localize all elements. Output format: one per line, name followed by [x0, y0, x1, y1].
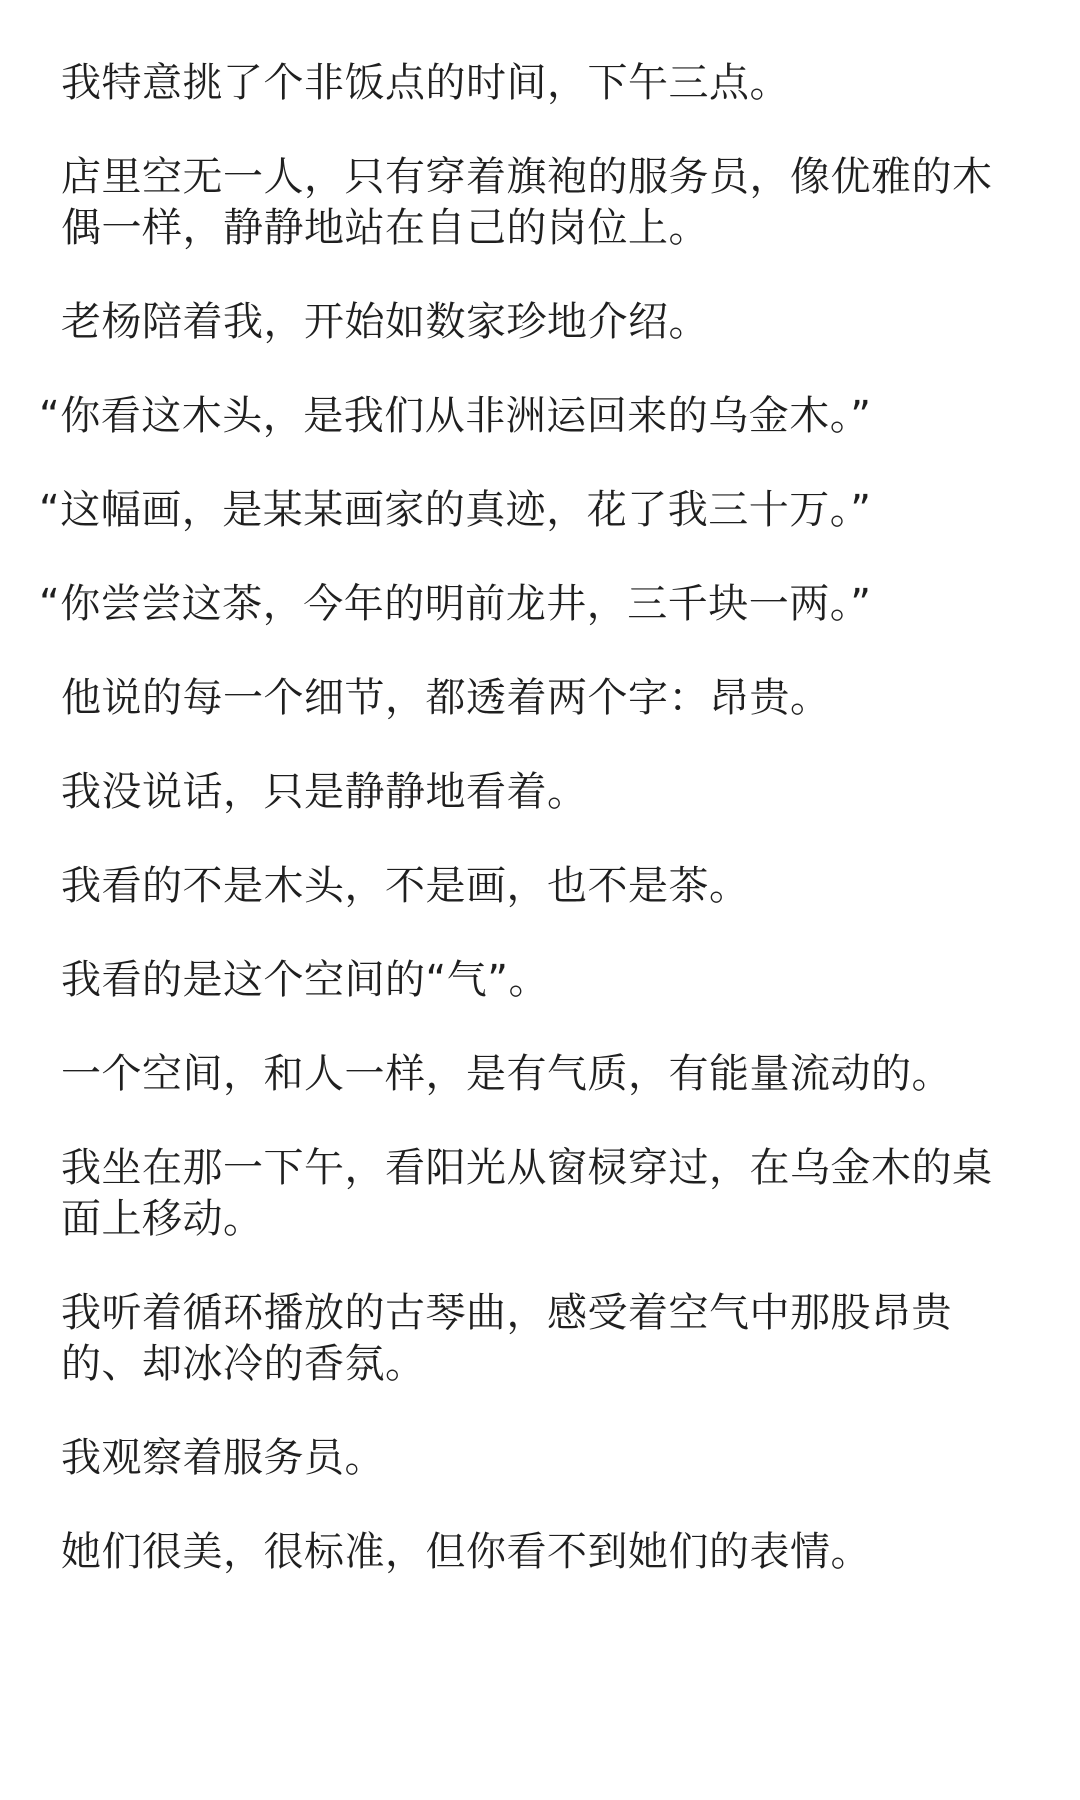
paragraph: 老杨陪着我，开始如数家珍地介绍。 [61, 299, 709, 345]
paragraph: 我观察着服务员。 [61, 1435, 385, 1481]
paragraph: 我看的是这个空间的“气”。 [61, 957, 549, 1003]
quote-paragraph: “这幅画，是某某画家的真迹，花了我三十万。” [39, 487, 872, 533]
paragraph: 他说的每一个细节，都透着两个字：昂贵。 [61, 675, 831, 721]
paragraph: 店里空无一人，只有穿着旗袍的服务员，像优雅的木 偶一样，静静地站在自己的岗位上。 [61, 154, 993, 251]
paragraph: 一个空间，和人一样，是有气质，有能量流动的。 [61, 1051, 952, 1097]
paragraph: 我特意挑了个非饭点的时间，下午三点。 [61, 60, 790, 106]
quote-paragraph: “你尝尝这茶，今年的明前龙井，三千块一两。” [39, 581, 872, 627]
paragraph: 我坐在那一下午，看阳光从窗棂穿过，在乌金木的桌 面上移动。 [61, 1145, 993, 1242]
paragraph: 她们很美，很标准，但你看不到她们的表情。 [61, 1529, 871, 1575]
paragraph: 我没说话，只是静静地看着。 [61, 769, 588, 815]
article-body [39, 58, 1021, 1621]
paragraph: 我看的不是木头，不是画，也不是茶。 [61, 863, 750, 909]
quote-paragraph: “你看这木头，是我们从非洲运回来的乌金木。” [39, 393, 872, 439]
paragraph: 我听着循环播放的古琴曲，感受着空气中那股昂贵 的、却冰冷的香氛。 [61, 1290, 952, 1387]
